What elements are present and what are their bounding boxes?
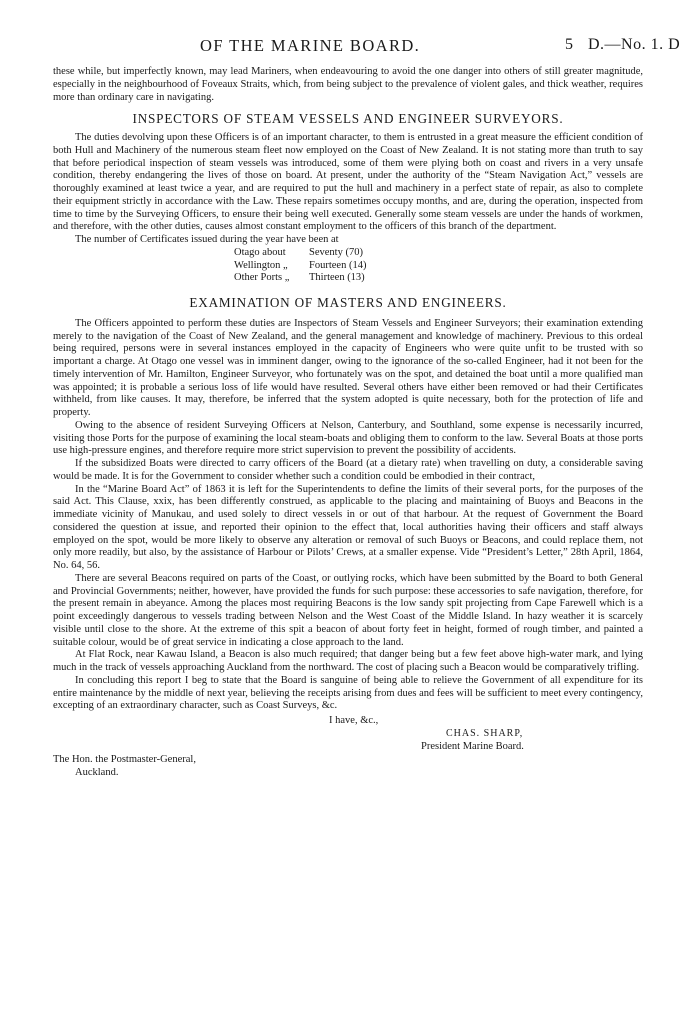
exam-paragraph: There are several Beacons required on parts of the Coast, or outlying rocks, which have been submitted by the Board to both General and Provincial Governments; neither, however, have provided the funds for such purpose: these accessories to safe navigation, therefore, for the present remain in abeyance. Among the places most requiring Beacons is the low sandy spit projecting from Cape Farewell which is a point exceedingly dangerous to vessels trading between Nelson and the West Coast of the Middle Island. In hazy weather it is scarcely visible until close to the shore. At the extreme of this spit a beacon of about forty feet in height, formed of rough timber, and painted a suitable colour, would be of great service in indicating a close approach to the land. [53, 572, 643, 648]
certificate-row [234, 260, 643, 273]
running-header [0, 36, 700, 58]
exam-paragraph: If the subsidized Boats were directed to carry officers of the Board (at a dietary rate) when travelling on duty, a considerable saving would be made. It is for the Government to consider whether such a condition could be embodied in their contract, [53, 458, 643, 482]
certificate-count: Seventy (70) [309, 246, 363, 258]
exam-paragraph: In concluding this report I beg to state that the Board is sanguine of being able to relieve the Government of all expenditure for its entire maintenance by the middle of next year, believing the receipts arising from dues and fees will be sufficient to meet every contingency, excepting of an extraordinary character, such as Coast Surveys, &c. [53, 674, 643, 712]
exam-paragraph: Owing to the absence of resident Surveying Officers at Nelson, Canterbury, and Southland, some expense is necessarily incurred, visiting those Ports for the purpose of examining the local steam-boats and obliging them to conform to the law. Several Boats at those ports use high-pressure engines, and therefore require more strict supervision to prevent the possibility of accidents. [53, 419, 643, 457]
certificate-count: Thirteen (13) [309, 272, 365, 284]
exam-section-heading: EXAMINATION OF MASTERS AND ENGINEERS. [189, 295, 507, 310]
page-number: 5 [565, 36, 573, 53]
certificates-list [234, 247, 643, 285]
certificate-port: Otago about [234, 246, 286, 258]
signoff-block [53, 715, 643, 777]
document-reference: D.—No. 1. D [588, 36, 681, 53]
exam-paragraph: In the “Marine Board Act” of 1863 it is left for the Superintendents to define the limits of their several ports, for the purposes of the said Act. This Clause, xxix, has been differently construed, as applicable to the placing and maintaining of Buoys and Beacons in the immediate vicinity of Manukau, and used solely to direct vessels in or out of that harbour. At the request of Government the Board considered the question at issue, and reported their opinion to the effect that, local authorities having their officers and staff always employed on the spot, would be more likely to observe any alteration or removal of such Buoys or Beacons, and could replace them, not only more readily, but also, by the assistance of Harbour or Pilots’ Crews, at a smaller expense. Vide “President’s Letter,” 28th April, 1864, No. 64, 56. [53, 483, 643, 571]
running-title: OF THE MARINE BOARD. [200, 36, 421, 55]
exam-paragraph: The Officers appointed to perform these duties are Inspectors of Steam Vessels and Engineer Surveyors; their examination extending merely to the navigation of the Coast of New Zealand, and the general management and knowledge of machinery. Previous to this ordeal being required, persons were in several instances employed in the capacity of Engineers who were quite unfit to be trusted with so important a charge. At Otago one vessel was in imminent danger, owing to the ignorance of the so-called Engineer, had it not been for the timely intervention of Mr. Hamilton, Engineer Surveyor, who fortunately was on the spot, and detained the boat until a more qualified man was appointed; it is probable a serious loss of life would have resulted. Several others have either been removed or had their Certificates withheld, from like causes. It may, therefore, be inferred that the system adopted is quite necessary, both for the protection of life and property. [53, 317, 643, 418]
certificate-port: Other Ports „ [234, 272, 290, 284]
addressee-place: Auckland. [75, 767, 119, 778]
exam-paragraph: At Flat Rock, near Kawau Island, a Beacon is also much required; that danger being but a few feet above high-water mark, and lying much in the track of vessels approaching Auckland from the northward. The cost of placing such a Beacon would be comparatively trifling. [53, 649, 643, 673]
steam-section-heading: INSPECTORS OF STEAM VESSELS AND ENGINEER SURVEYORS. [132, 111, 564, 127]
certificate-row [234, 247, 643, 260]
signatory-title: President Marine Board. [421, 741, 524, 752]
report-body [53, 66, 643, 777]
intro-paragraph: these while, but imperfectly known, may lead Mariners, when endeavouring to avoid the one danger into others of still greater magnitude, especially in the neighbourhood of Foveaux Straits, which, from being subject to the prevalence of violent gales, and thick weather, requires more than ordinary care in navigating. [53, 66, 643, 103]
addressee-line: The Hon. the Postmaster-General, [53, 754, 196, 765]
certificates-intro: The number of Certificates issued during the year have been at [75, 234, 339, 245]
steam-paragraph: The duties devolving upon these Officers is of an important character, to them is entrusted in a great measure the efficient condition of both Hull and Machinery of the numerous steam fleet now employed on the Coast of New Zealand. It is not stating more than truth to say that before periodical inspection of steam vessels was introduced, some of them were plying both on coast and rivers in a very unsafe condition, thereby endangering the lives of those on board. At present, under the authority of the “Steam Navigation Act,” vessels are thoroughly examined at least twice a year, and are required to put the hull and machinery in a perfect state of repair, as also to complete their equipment strictly in accordance with the Law. These repairs sometimes occupy months, and are, during the operation, inspected from time to time by the Surveying Officers, to ensure their being well executed. Generally some steam vessels are under the hands of workmen, and therefore, with the other duties, causes almost constant employment to the officers of this branch of the department. [53, 132, 643, 233]
certificate-port: Wellington „ [234, 259, 288, 271]
certificate-count: Fourteen (14) [309, 259, 367, 271]
signatory-name: CHAS. SHARP, [446, 728, 524, 739]
closing-line: I have, &c., [329, 715, 379, 726]
certificate-row [234, 272, 643, 285]
